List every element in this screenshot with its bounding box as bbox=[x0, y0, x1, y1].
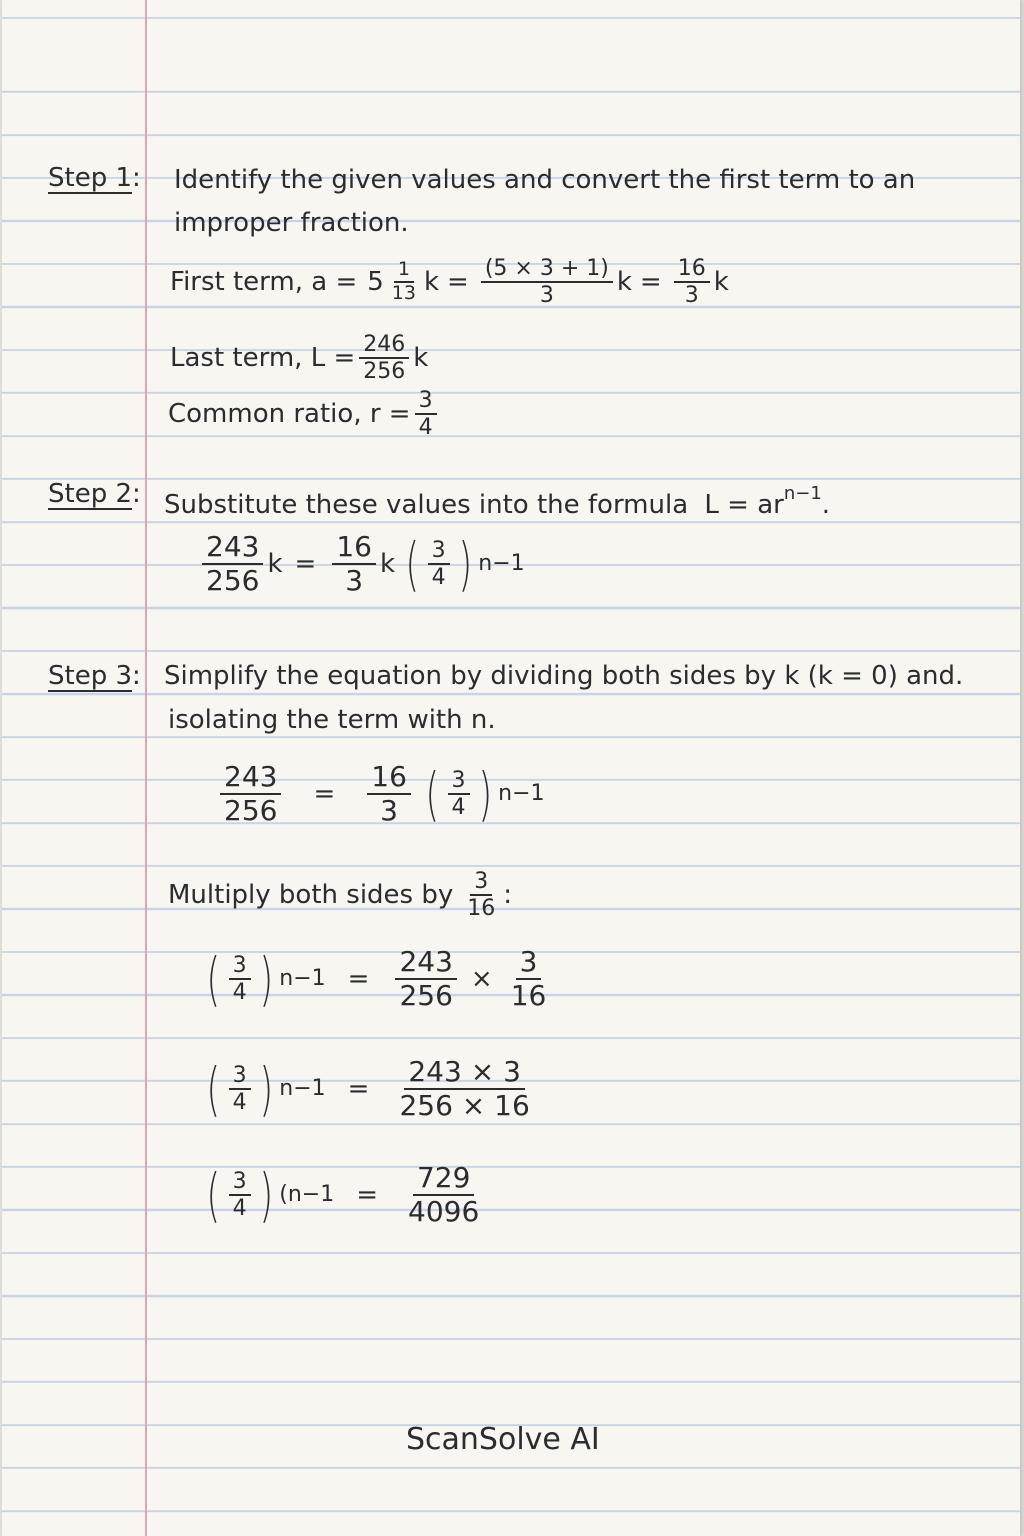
step3-equation-2: ( $\frac{3}{4}$ ) n−1 = $\frac{243}{256}$ × $\frac{3}{16}$ bbox=[206, 944, 547, 1013]
margin-line bbox=[145, 0, 147, 1536]
step1-label: Step 1 bbox=[48, 163, 133, 193]
common-ratio-equation: Common ratio, r = $\frac{3}{4}$ bbox=[168, 384, 441, 444]
step3-equation-3: ( $\frac{3}{4}$ ) n−1 = $\frac{243 \times 3}{256 \times 16}$ bbox=[206, 1054, 530, 1123]
last-term-equation: Last term, L = $\frac{246}{256}$ k bbox=[170, 331, 429, 384]
step2-label: Step 2 bbox=[48, 479, 133, 509]
mixed-fraction: $\frac{1}{13}$ bbox=[391, 258, 416, 304]
step3-heading: Step 3: bbox=[48, 661, 141, 691]
improper-fraction-expansion: $\frac{(5 \times 3 + 1)}{3}$ bbox=[481, 256, 613, 309]
multiply-instruction: Multiply both sides by $\frac{3}{16}$ : bbox=[168, 868, 513, 921]
step3-equation-4: ( $\frac{3}{4}$ ) (n−1 = $\frac{729}{4096}$ bbox=[206, 1160, 480, 1229]
first-term-equation: First term, a = 5 $\frac{1}{13}$ k = $\frac{(5 \times 3 + 1)}{3}$ k = $\frac{16}{3}$ k bbox=[170, 255, 729, 308]
step2-heading: Step 2: bbox=[48, 479, 141, 509]
step3-label: Step 3 bbox=[48, 661, 133, 691]
step1-heading: Step 1: bbox=[48, 163, 141, 193]
step1-text-line2: improper fraction. bbox=[174, 208, 409, 238]
first-term-result: $\frac{16}{3}$ bbox=[674, 256, 710, 309]
step3-text-line2: isolating the term with n. bbox=[168, 705, 496, 735]
notebook-page bbox=[2, 0, 1020, 1536]
footer-brand: ScanSolve AI bbox=[406, 1422, 600, 1457]
step3-text-line1: Simplify the equation by dividing both sides by k (k = 0) and. bbox=[164, 661, 964, 691]
step2-equation: $\frac{243}{256}$ k = $\frac{16}{3}$ k ( $\frac{3}{4}$ ) n−1 bbox=[198, 528, 525, 600]
step3-equation-1: $\frac{243}{256}$ = $\frac{16}{3}$ ( $\frac{3}{4}$ ) n−1 bbox=[216, 756, 545, 832]
step1-text-line1: Identify the given values and convert the first term to an bbox=[174, 165, 916, 195]
step2-text: Substitute these values into the formula $L = ar^{n-1}$. bbox=[164, 483, 831, 520]
